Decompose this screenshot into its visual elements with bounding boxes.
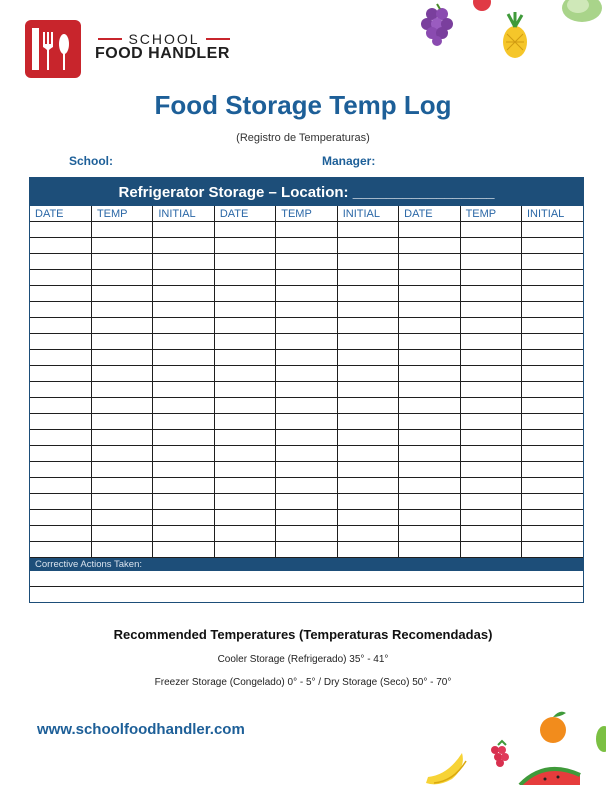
log-cell[interactable] (522, 254, 584, 270)
log-cell[interactable] (522, 270, 584, 286)
log-cell[interactable] (91, 478, 152, 494)
log-cell[interactable] (337, 238, 398, 254)
log-cell[interactable] (522, 350, 584, 366)
table-row (30, 302, 583, 318)
log-cell[interactable] (276, 462, 337, 478)
log-cell[interactable] (276, 542, 337, 558)
log-cell[interactable] (214, 494, 275, 510)
log-cell[interactable] (30, 414, 91, 430)
log-cell[interactable] (276, 478, 337, 494)
log-cell[interactable] (522, 366, 584, 382)
log-cell[interactable] (460, 238, 521, 254)
log-cell[interactable] (399, 238, 460, 254)
log-cell[interactable] (460, 526, 521, 542)
table-header-row (30, 206, 583, 222)
log-cell[interactable] (399, 398, 460, 414)
orange-icon (540, 712, 566, 743)
manager-label: Manager: (322, 154, 376, 168)
log-cell[interactable] (153, 270, 214, 286)
log-cell[interactable] (522, 526, 584, 542)
log-cell[interactable] (30, 238, 91, 254)
log-cell[interactable] (214, 446, 275, 462)
table-row (30, 366, 583, 382)
log-cell[interactable] (214, 382, 275, 398)
table-row (30, 286, 583, 302)
log-cell[interactable] (153, 286, 214, 302)
log-cell[interactable] (30, 478, 91, 494)
log-cell[interactable] (337, 446, 398, 462)
log-cell[interactable] (30, 334, 91, 350)
log-cell[interactable] (460, 222, 521, 238)
log-cell[interactable] (522, 542, 584, 558)
log-cell[interactable] (153, 350, 214, 366)
table-row (30, 398, 583, 414)
log-cell[interactable] (460, 414, 521, 430)
log-cell[interactable] (522, 430, 584, 446)
log-cell[interactable] (276, 366, 337, 382)
log-cell[interactable] (460, 318, 521, 334)
log-cell[interactable] (460, 302, 521, 318)
log-cell[interactable] (399, 350, 460, 366)
log-cell[interactable] (153, 510, 214, 526)
log-cell[interactable] (91, 350, 152, 366)
log-cell[interactable] (522, 302, 584, 318)
log-cell[interactable] (460, 430, 521, 446)
log-cell[interactable] (337, 398, 398, 414)
log-cell[interactable] (30, 462, 91, 478)
log-cell[interactable] (30, 398, 91, 414)
log-cell[interactable] (337, 382, 398, 398)
column-header-initial: INITIAL (337, 206, 398, 222)
freezer-dry-storage-text: Freezer Storage (Congelado) 0° - 5° / Dry Storage (Seco) 50° - 70° (154, 677, 452, 688)
log-cell[interactable] (522, 334, 584, 350)
log-cell[interactable] (91, 254, 152, 270)
corrective-actions-line[interactable] (30, 571, 583, 587)
log-cell[interactable] (399, 318, 460, 334)
corrective-actions-line[interactable] (30, 587, 583, 602)
log-cell[interactable] (214, 350, 275, 366)
table-row (30, 542, 583, 558)
page-title: Food Storage Temp Log (154, 90, 452, 120)
log-cell[interactable] (399, 478, 460, 494)
log-cell[interactable] (276, 334, 337, 350)
column-header-initial: INITIAL (522, 206, 584, 222)
log-cell[interactable] (276, 318, 337, 334)
log-cell[interactable] (214, 334, 275, 350)
log-cell[interactable] (91, 382, 152, 398)
log-cell[interactable] (276, 254, 337, 270)
log-cell[interactable] (153, 526, 214, 542)
log-cell[interactable] (460, 286, 521, 302)
table-row (30, 462, 583, 478)
log-cell[interactable] (337, 414, 398, 430)
log-cell[interactable] (522, 318, 584, 334)
log-cell[interactable] (399, 222, 460, 238)
log-cell[interactable] (337, 478, 398, 494)
log-cell[interactable] (214, 430, 275, 446)
log-cell[interactable] (276, 382, 337, 398)
log-cell[interactable] (153, 542, 214, 558)
log-cell[interactable] (337, 318, 398, 334)
log-cell[interactable] (214, 270, 275, 286)
pineapple-icon (503, 12, 527, 58)
log-cell[interactable] (460, 494, 521, 510)
cooler-storage-text: Cooler Storage (Refrigerado) 35° - 41° (217, 654, 389, 665)
log-cell[interactable] (153, 318, 214, 334)
log-cell[interactable] (276, 446, 337, 462)
log-cell[interactable] (91, 446, 152, 462)
table-row (30, 430, 583, 446)
log-cell[interactable] (214, 478, 275, 494)
table-row (30, 222, 583, 238)
log-cell[interactable] (153, 430, 214, 446)
table-row (30, 238, 583, 254)
raspberry-icon (491, 741, 509, 767)
log-cell[interactable] (91, 510, 152, 526)
log-cell[interactable] (399, 430, 460, 446)
log-cell[interactable] (91, 238, 152, 254)
grapes-icon (421, 4, 453, 46)
column-header-date: DATE (399, 206, 460, 222)
apple-icon (473, 0, 491, 11)
log-cell[interactable] (337, 254, 398, 270)
log-cell[interactable] (399, 510, 460, 526)
log-cell[interactable] (399, 414, 460, 430)
watermelon-icon (520, 769, 580, 785)
log-cell[interactable] (153, 446, 214, 462)
log-cell[interactable] (337, 270, 398, 286)
logo-mark (25, 20, 81, 78)
log-cell[interactable] (214, 526, 275, 542)
log-cell[interactable] (522, 382, 584, 398)
log-cell[interactable] (276, 414, 337, 430)
log-cell[interactable] (337, 494, 398, 510)
log-cell[interactable] (153, 254, 214, 270)
log-cell[interactable] (91, 334, 152, 350)
table-row (30, 270, 583, 286)
utensils-icon (25, 20, 81, 78)
log-cell[interactable] (91, 398, 152, 414)
website-link[interactable]: www.schoolfoodhandler.com (37, 721, 245, 738)
log-cell[interactable] (91, 270, 152, 286)
fruit-decoration-bottom (420, 705, 606, 785)
log-cell[interactable] (337, 302, 398, 318)
banana-icon (426, 753, 466, 784)
column-header-temp: TEMP (460, 206, 521, 222)
pear-icon (596, 726, 606, 752)
log-cell[interactable] (30, 254, 91, 270)
log-cell[interactable] (153, 238, 214, 254)
log-cell[interactable] (91, 462, 152, 478)
log-cell[interactable] (153, 302, 214, 318)
log-cell[interactable] (214, 286, 275, 302)
log-cell[interactable] (91, 414, 152, 430)
log-cell[interactable] (460, 382, 521, 398)
column-header-date: DATE (214, 206, 275, 222)
table-row (30, 414, 583, 430)
lettuce-icon (562, 0, 602, 22)
log-cell[interactable] (337, 350, 398, 366)
log-cell[interactable] (399, 542, 460, 558)
log-cell[interactable] (337, 542, 398, 558)
log-cell[interactable] (276, 430, 337, 446)
log-cell[interactable] (460, 478, 521, 494)
recommended-temps-title: Recommended Temperatures (Temperaturas Recomendadas) (113, 627, 493, 642)
log-cell[interactable] (214, 366, 275, 382)
log-cell[interactable] (460, 462, 521, 478)
log-cell[interactable] (276, 302, 337, 318)
log-cell[interactable] (399, 366, 460, 382)
log-cell[interactable] (91, 286, 152, 302)
log-cell[interactable] (522, 462, 584, 478)
log-cell[interactable] (30, 494, 91, 510)
log-cell[interactable] (399, 526, 460, 542)
school-label: School: (69, 154, 113, 168)
log-cell[interactable] (522, 478, 584, 494)
column-header-temp: TEMP (91, 206, 152, 222)
log-cell[interactable] (276, 526, 337, 542)
log-cell[interactable] (399, 270, 460, 286)
log-cell[interactable] (153, 494, 214, 510)
logo-text-school: SCHOOL (98, 31, 230, 47)
column-header-date: DATE (30, 206, 91, 222)
log-cell[interactable] (153, 366, 214, 382)
log-cell[interactable] (214, 510, 275, 526)
log-cell[interactable] (522, 446, 584, 462)
log-cell[interactable] (30, 446, 91, 462)
log-cell[interactable] (460, 398, 521, 414)
log-cell[interactable] (522, 414, 584, 430)
logo-text-food-handler: FOOD HANDLER (95, 45, 230, 62)
log-cell[interactable] (522, 494, 584, 510)
log-cell[interactable] (30, 222, 91, 238)
log-cell[interactable] (399, 446, 460, 462)
table-row (30, 478, 583, 494)
log-cell[interactable] (153, 398, 214, 414)
table-row (30, 446, 583, 462)
log-cell[interactable] (214, 542, 275, 558)
log-cell[interactable] (460, 254, 521, 270)
log-cell[interactable] (153, 478, 214, 494)
log-cell[interactable] (399, 302, 460, 318)
table-row (30, 526, 583, 542)
column-header-temp: TEMP (276, 206, 337, 222)
log-cell[interactable] (276, 222, 337, 238)
log-cell[interactable] (276, 494, 337, 510)
log-cell[interactable] (91, 494, 152, 510)
column-header-initial: INITIAL (153, 206, 214, 222)
log-cell[interactable] (214, 398, 275, 414)
log-cell[interactable] (460, 510, 521, 526)
log-cell[interactable] (153, 222, 214, 238)
log-cell[interactable] (214, 302, 275, 318)
log-cell[interactable] (153, 382, 214, 398)
log-cell[interactable] (337, 526, 398, 542)
log-cell[interactable] (30, 366, 91, 382)
log-cell[interactable] (91, 430, 152, 446)
table-row (30, 254, 583, 270)
log-cell[interactable] (276, 398, 337, 414)
corrective-actions-label: Corrective Actions Taken: (30, 558, 583, 571)
log-cell[interactable] (337, 334, 398, 350)
log-cell[interactable] (30, 526, 91, 542)
table-row (30, 510, 583, 526)
log-cell[interactable] (30, 302, 91, 318)
log-cell[interactable] (337, 286, 398, 302)
table-row (30, 318, 583, 334)
log-cell[interactable] (522, 286, 584, 302)
table-row (30, 494, 583, 510)
log-cell[interactable] (460, 446, 521, 462)
log-cell[interactable] (153, 462, 214, 478)
log-cell[interactable] (214, 414, 275, 430)
table-banner: Refrigerator Storage – Location: _________________ (30, 178, 583, 206)
log-cell[interactable] (276, 238, 337, 254)
log-cell[interactable] (337, 510, 398, 526)
log-cell[interactable] (522, 510, 584, 526)
log-cell[interactable] (91, 366, 152, 382)
log-cell[interactable] (30, 542, 91, 558)
log-cell[interactable] (91, 302, 152, 318)
log-cell[interactable] (337, 222, 398, 238)
log-cell[interactable] (214, 318, 275, 334)
log-cell[interactable] (30, 270, 91, 286)
log-cell[interactable] (399, 462, 460, 478)
log-cell[interactable] (30, 286, 91, 302)
log-cell[interactable] (214, 254, 275, 270)
log-cell[interactable] (214, 238, 275, 254)
log-cell[interactable] (30, 318, 91, 334)
log-cell[interactable] (30, 430, 91, 446)
log-cell[interactable] (337, 462, 398, 478)
log-cell[interactable] (399, 334, 460, 350)
log-cell[interactable] (276, 510, 337, 526)
log-cell[interactable] (153, 414, 214, 430)
log-cell[interactable] (276, 270, 337, 286)
log-cell[interactable] (460, 270, 521, 286)
log-cell[interactable] (460, 350, 521, 366)
log-cell[interactable] (91, 318, 152, 334)
log-cell[interactable] (30, 510, 91, 526)
log-cell[interactable] (91, 542, 152, 558)
log-cell[interactable] (337, 366, 398, 382)
log-cell[interactable] (460, 366, 521, 382)
temp-log-table (29, 177, 584, 603)
table-row (30, 334, 583, 350)
log-cell[interactable] (460, 542, 521, 558)
page-subtitle: (Registro de Temperaturas) (236, 132, 370, 144)
log-cell[interactable] (214, 462, 275, 478)
log-cell[interactable] (399, 494, 460, 510)
log-cell[interactable] (153, 334, 214, 350)
log-cell[interactable] (276, 286, 337, 302)
table-row (30, 350, 583, 366)
log-cell[interactable] (522, 238, 584, 254)
log-cell[interactable] (91, 526, 152, 542)
log-cell[interactable] (522, 398, 584, 414)
log-cell[interactable] (91, 222, 152, 238)
log-cell[interactable] (399, 286, 460, 302)
log-cell[interactable] (522, 222, 584, 238)
log-cell[interactable] (276, 350, 337, 366)
log-cell[interactable] (399, 382, 460, 398)
log-cell[interactable] (399, 254, 460, 270)
log-cell[interactable] (30, 350, 91, 366)
log-cell[interactable] (460, 334, 521, 350)
log-cell[interactable] (30, 382, 91, 398)
table-row (30, 382, 583, 398)
log-cell[interactable] (214, 222, 275, 238)
log-cell[interactable] (337, 430, 398, 446)
fruit-decoration-top (410, 0, 606, 70)
